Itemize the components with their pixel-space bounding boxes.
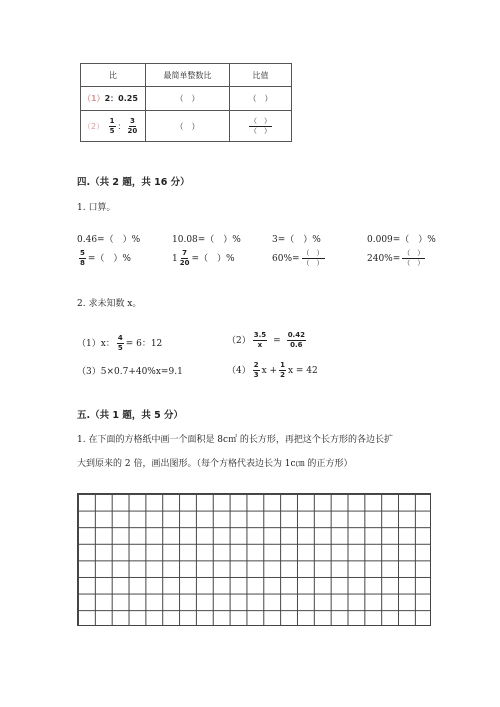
row1-simplest-blank[interactable]: （ ） (146, 87, 230, 111)
equation-4: （4） $\frac{2}{3}$ x + $\frac{1}{2}$ x = 42 (227, 361, 318, 379)
row2-simplest-blank[interactable]: （ ） (146, 111, 230, 142)
ratio-table (80, 63, 292, 142)
row2-index: （2） (83, 121, 105, 131)
equation-4-fraction-b: $\frac{1}{2}$ (280, 361, 285, 379)
row2-fraction-b: $\frac{3}{20}$ (127, 116, 138, 135)
calc-7-fraction: $\frac{( )}{( )}$ (302, 249, 324, 267)
calc-2: 10.08=（ ）% (172, 235, 241, 245)
q1-title: 1. 口算。 (77, 203, 116, 213)
equation-1: （1）x： $\frac{4}{5}$ = 6：12 (77, 334, 163, 352)
calc-4: 0.009=（ ）% (367, 235, 436, 245)
section5-question-line2: 大到原来的 2 倍，画出图形。（每个方格代表边长为 1c㎝ 的正方形） (77, 459, 353, 469)
equation-2-right-fraction: $\frac{0.42}{0.6}$ (287, 331, 305, 349)
header-ratio-value: 比值 (230, 64, 292, 87)
row2-ratio-cell (81, 111, 146, 142)
row1-value-blank[interactable]: （ ） (230, 87, 292, 111)
equation-2: （2） $\frac{3.5}{x}$ = $\frac{0.42}{0.6}$ (227, 331, 305, 349)
section5-heading: 五.（共 1 题，共 5 分） (77, 410, 184, 421)
calc-1: 0.46=（ ）% (77, 235, 141, 245)
calc-5-fraction: $\frac{5}{8}$ (80, 249, 85, 267)
calc-6-fraction: $\frac{7}{20}$ (179, 249, 190, 267)
calc-5: $\frac{5}{8}$ =（ ）% (80, 249, 131, 267)
row2-value-fraction: $\frac{( )}{( )}$ (250, 116, 271, 135)
square-grid-paper[interactable] (77, 493, 431, 626)
row1-ratio-cell (81, 87, 146, 111)
section5-question-line1: 1. 在下面的方格纸中画一个面积是 8c㎡ 的长方形，再把这个长方形的各边长扩 (77, 435, 393, 445)
section4-heading: 四.（共 2 题，共 16 分） (77, 177, 190, 188)
calc-3: 3=（ ）% (272, 235, 321, 245)
equation-1-fraction: $\frac{4}{5}$ (117, 334, 123, 352)
equation-2-left-fraction: $\frac{3.5}{x}$ (253, 331, 267, 349)
equation-4-fraction-a: $\frac{2}{3}$ (253, 361, 259, 379)
row1-ratio: 2：0.25 (104, 94, 138, 103)
equation-3: （3）5×0.7+40%x=9.1 (77, 367, 183, 377)
q2-title: 2. 求未知数 x。 (77, 299, 142, 309)
header-simplest-ratio: 最简单整数比 (146, 64, 230, 87)
row2-colon: ： (117, 121, 126, 131)
header-ratio: 比 (81, 64, 146, 87)
calc-8-fraction: $\frac{( )}{( )}$ (403, 249, 425, 267)
row2-fraction-a: $\frac{1}{5}$ (109, 116, 115, 135)
calc-7: 60%= $\frac{( )}{( )}$ (272, 249, 324, 267)
row2-value-blank[interactable] (230, 111, 292, 142)
calc-8: 240%= $\frac{( )}{( )}$ (367, 249, 425, 267)
calc-6: 1 $\frac{7}{20}$ =（ ）% (172, 249, 235, 267)
row1-index: （1） (83, 94, 105, 103)
